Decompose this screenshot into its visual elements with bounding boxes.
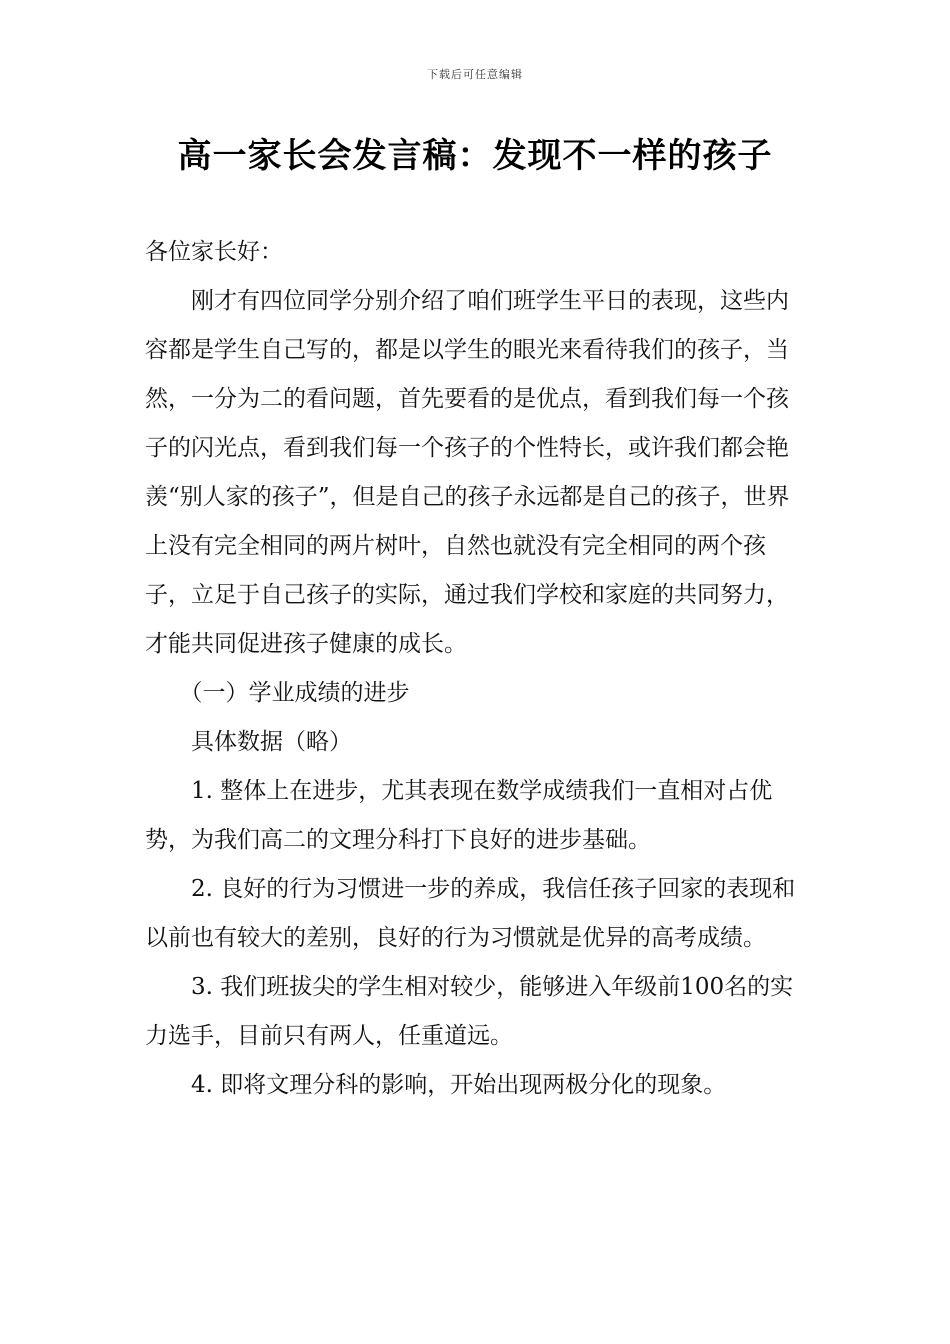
point-item-3: 3. 我们班拔尖的学生相对较少，能够进入年级前100名的实力选手，目前只有两人，任重道远。: [145, 974, 794, 1049]
point-item-2: 2. 良好的行为习惯进一步的养成，我信任孩子回家的表现和以前也有较大的差别，良好的行为习惯就是优异的高考成绩。: [145, 876, 796, 951]
point-item-1: 1. 整体上在进步，尤其表现在数学成绩我们一直相对占优势，为我们高二的文理分科打下良好的进步基础。: [145, 778, 773, 853]
document-body: [145, 228, 810, 1110]
point-item-4: 4. 即将文理分科的影响，开始出现两极分化的现象。: [191, 1072, 727, 1098]
intro-paragraph: 刚才有四位同学分别介绍了咱们班学生平日的表现，这些内容都是学生自己写的，都是以学生的眼光来看待我们的孩子，当然，一分为二的看问题，首先要看的是优点，看到我们每一个孩子的闪光点，看到我们每一个孩子的个性特长，或许我们都会艳羡“别人家的孩子”，但是自己的孩子永远都是自己的孩子，世界上没有完全相同的两片树叶，自然也就没有完全相同的两个孩子，立足于自己孩子的实际，通过我们学校和家庭的共同努力，才能共同促进孩子健康的成长。: [145, 288, 790, 657]
page-header-note: 下载后可任意编辑: [427, 68, 523, 81]
section-heading: （一）学业成绩的进步: [179, 680, 410, 706]
greeting: 各位家长好：: [145, 239, 283, 265]
data-note: 具体数据（略）: [191, 729, 352, 755]
document-title: 高一家长会发言稿：发现不一样的孩子: [177, 136, 773, 176]
